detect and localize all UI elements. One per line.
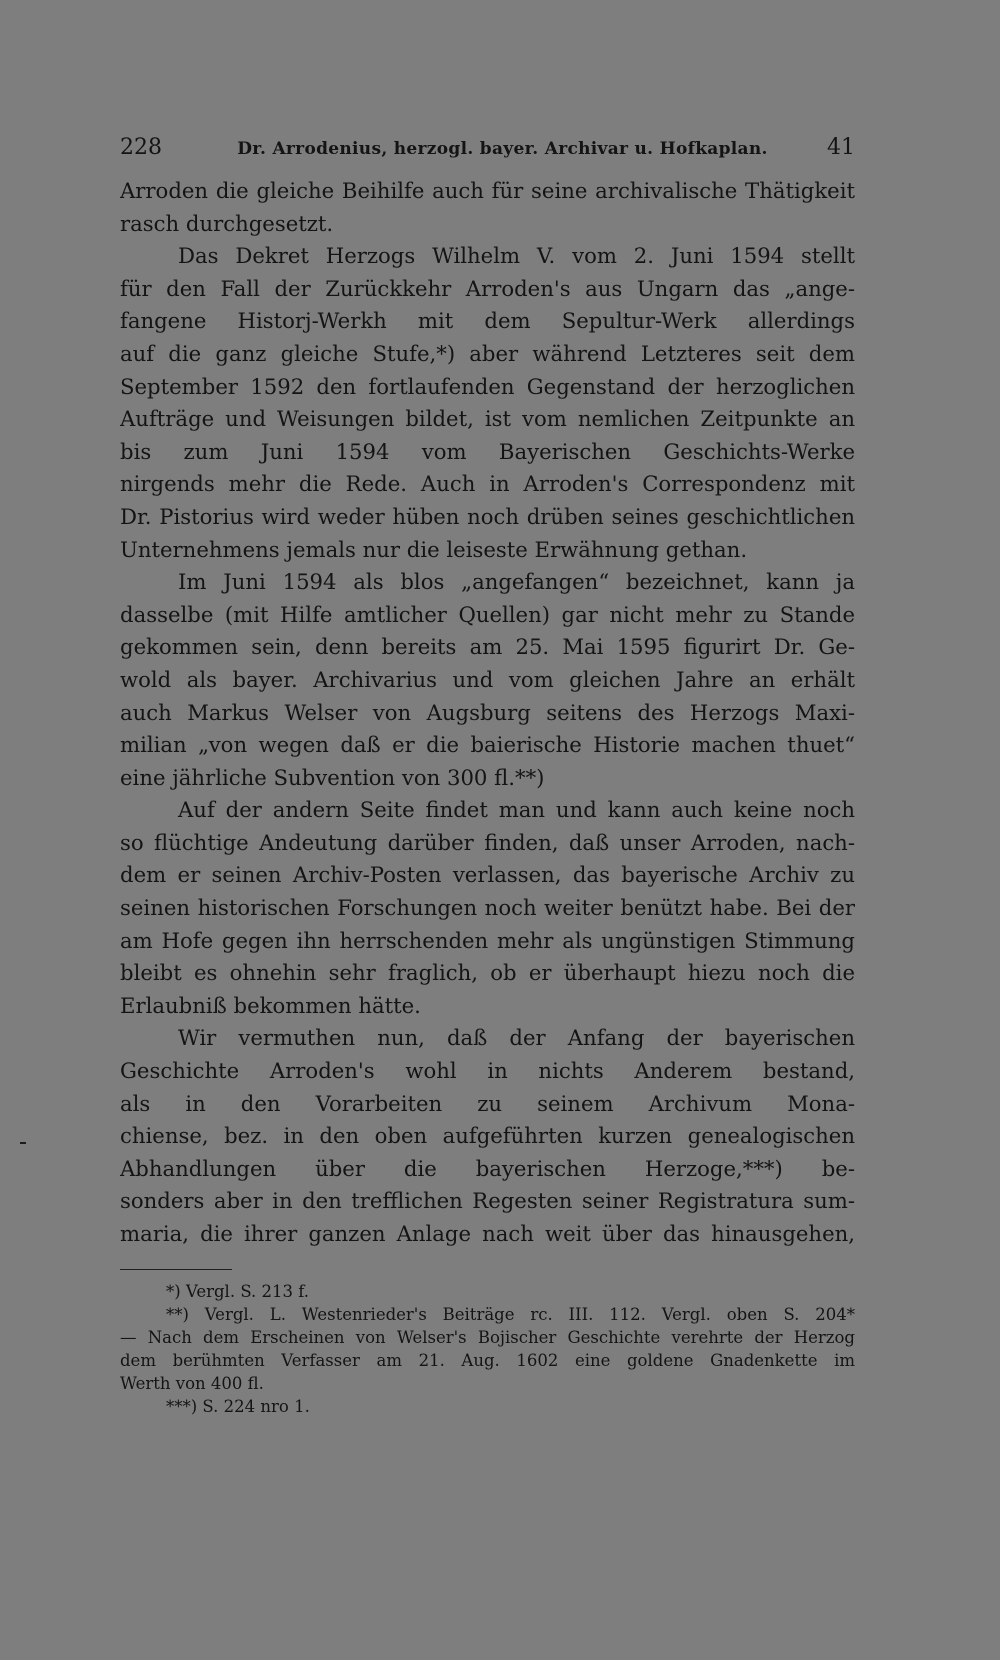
text-line: Arroden die gleiche Beihilfe auch für seine archivalische Thätigkeit [120,178,855,203]
text-line: Unternehmens jemals nur die leiseste Erwähnung gethan. [120,536,748,562]
text-line: auch Markus Welser von Augsburg seitens des Herzogs Maxi- [120,699,855,725]
text-line: bis zum Juni 1594 vom Bayerischen Geschichts-Werke [120,438,855,464]
text-line: Geschichte Arroden's wohl in nichts Anderem bestand, [120,1058,855,1084]
text-line: Wir vermuthen nun, daß der Anfang der bayerischen [178,1025,855,1051]
text-line: Im Juni 1594 als blos „angefangen“ bezeichnet, kann ja [178,569,855,595]
footnote-line: **) Vergl. L. Westenrieder's Beiträge rc. III. 112. Vergl. oben S. 204* [166,1304,855,1324]
footnote-line: Werth von 400 fl. [120,1373,264,1393]
footnote-line: *) Vergl. S. 213 f. [166,1281,310,1301]
footnote-line: — Nach dem Erscheinen von Welser's Bojischer Geschichte verehrte der Herzog [120,1327,855,1347]
running-header [120,135,855,169]
text-line: bleibt es ohnehin sehr fraglich, ob er überhaupt hiezu noch die [120,960,855,986]
text-line: milian „von wegen daß er die baierische Historie machen thuet“ [120,732,855,758]
text-line: so flüchtige Andeutung darüber finden, daß unser Arroden, nach- [120,829,855,855]
text-line: dasselbe (mit Hilfe amtlicher Quellen) gar nicht mehr zu Stande [120,601,855,627]
text-line: gekommen sein, denn bereits am 25. Mai 1595 figurirt Dr. Ge- [120,634,855,660]
footnotes [120,1280,855,1418]
text-line: seinen historischen Forschungen noch weiter benützt habe. Bei der [120,895,855,921]
text-line: als in den Vorarbeiten zu seinem Archivum Mona- [120,1090,855,1116]
text-line: für den Fall der Zurückkehr Arroden's aus Ungarn das „ange- [120,275,855,301]
text-line: Auf der andern Seite findet man und kann auch keine noch [178,797,855,823]
footnote-separator [120,1269,232,1270]
text-line: Dr. Pistorius wird weder hüben noch drüben seines geschichtlichen [120,503,855,529]
text-line: chiense, bez. in den oben aufgeführten kurzen genealogischen [120,1123,855,1149]
text-line: maria, die ihrer ganzen Anlage nach weit über das hinausgehen, [120,1221,855,1246]
text-line: Erlaubniß bekommen hätte. [120,992,421,1018]
text-line: rasch durchgesetzt. [120,210,334,236]
text-line: Aufträge und Weisungen bildet, ist vom nemlichen Zeitpunkte an [120,406,855,432]
text-line: fangene Historj-Werkh mit dem Sepultur-Werk allerdings [120,308,855,334]
text-line: nirgends mehr die Rede. Auch in Arroden's Correspondenz mit [120,471,855,497]
text-line: eine jährliche Subvention von 300 fl.**) [120,764,545,790]
text-line: am Hofe gegen ihn herrschenden mehr als ungünstigen Stimmung [120,927,855,953]
text-line: auf die ganz gleiche Stufe,*) aber während Letzteres seit dem [120,340,855,366]
footnote-line: dem berühmten Verfasser am 21. Aug. 1602 eine goldene Gnadenkette im [120,1350,855,1370]
text-line: Das Dekret Herzogs Wilhelm V. vom 2. Juni 1594 stellt [178,243,855,269]
book-page [120,135,855,1418]
section-number: 41 [827,135,855,160]
page-number: 228 [120,135,162,160]
body-text [120,175,855,1251]
margin-mark [20,1142,26,1144]
text-line: dem er seinen Archiv-Posten verlassen, das bayerische Archiv zu [120,862,855,888]
running-title: Dr. Arrodenius, herzogl. bayer. Archivar u. Hofkaplan. [237,139,768,159]
text-line: Abhandlungen über die bayerischen Herzoge,***) be- [120,1155,855,1181]
text-line: wold als bayer. Archivarius und vom gleichen Jahre an erhält [120,666,855,692]
text-line: sonders aber in den trefflichen Regesten seiner Registratura sum- [120,1188,855,1214]
footnote-line: ***) S. 224 nro 1. [166,1396,310,1416]
text-line: September 1592 den fortlaufenden Gegenstand der herzoglichen [120,373,855,399]
